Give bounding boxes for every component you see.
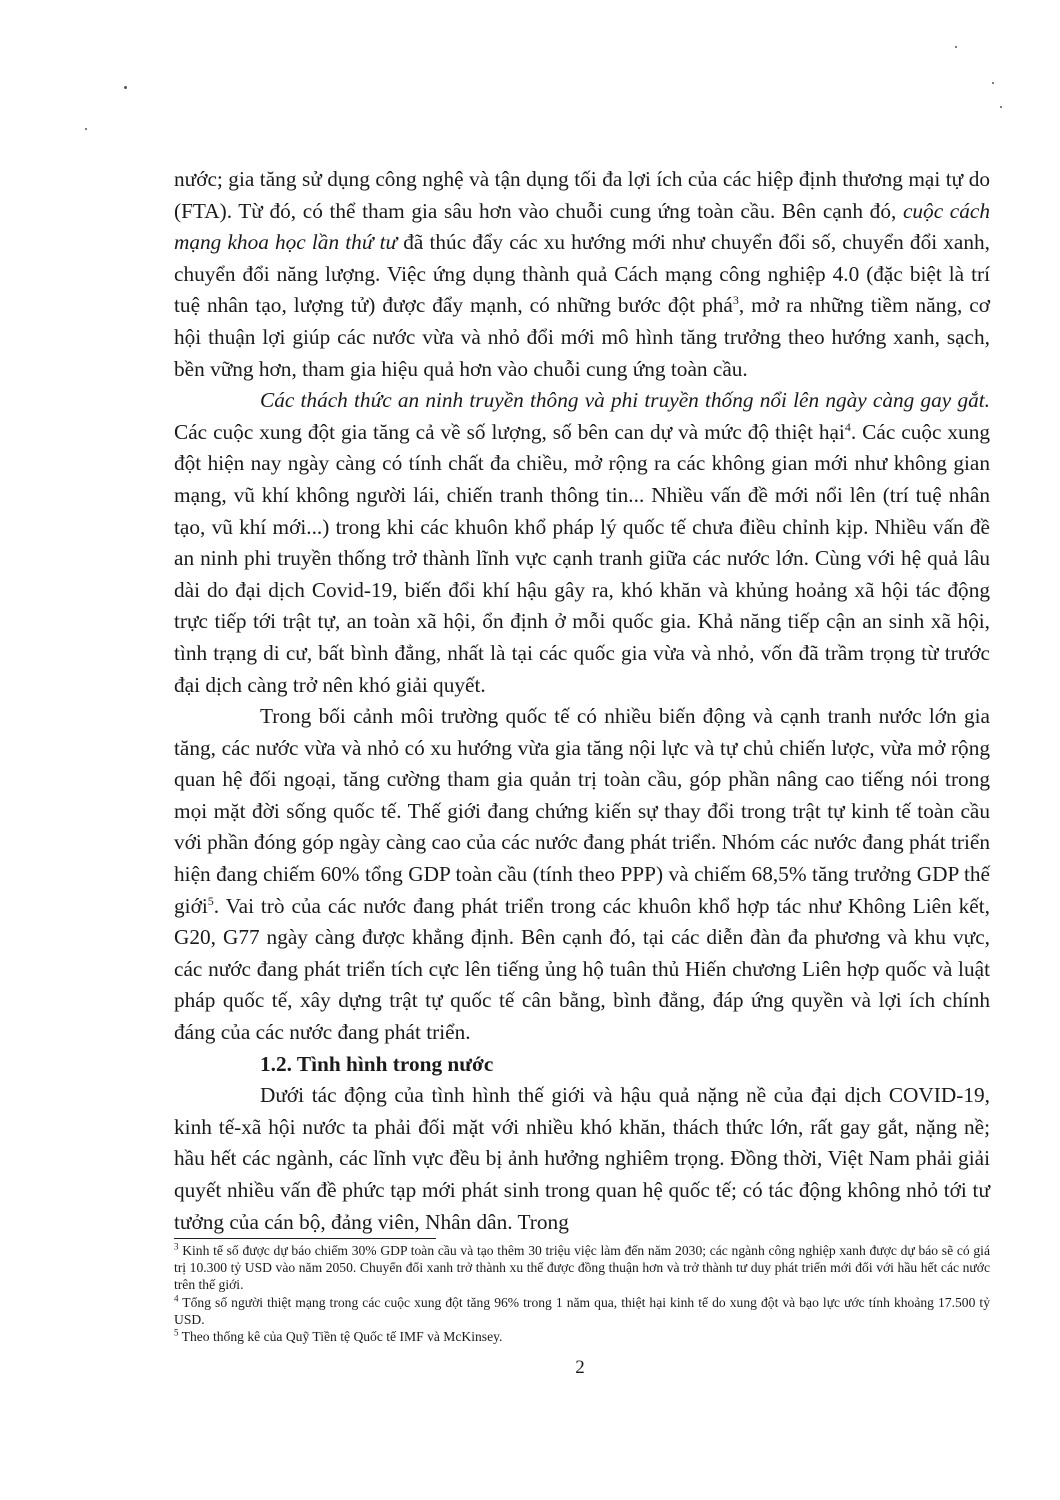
paragraph — [174, 385, 990, 701]
footnote-reference: 4 — [844, 419, 851, 434]
scan-speck — [992, 82, 994, 84]
footnote-divider — [174, 1238, 436, 1239]
footnote-reference: 3 — [732, 293, 739, 308]
paragraph-text: đã thúc đẩy các xu hướng mới như chuyển đổi số, chuyển đổi xanh, chuyển đổi năng lượng. Việc ứng dụng thành quả Cách mạng công nghiệp 4.0 (đặc biệt là trí tuệ nhân tạo, lượng tử) được đẩy mạnh, có những bước đột phá — [174, 230, 990, 318]
footnote-mark: 3 — [174, 1241, 179, 1252]
section-heading: 1.2. Tình hình trong nước — [260, 1051, 494, 1076]
footnotes — [174, 1242, 990, 1345]
body-text — [174, 164, 990, 1238]
paragraph-text: Các cuộc xung đột gia tăng cả về số lượng, số bên can dự và mức độ thiệt hại — [174, 419, 845, 444]
paragraph: Dưới tác động của tình hình thế giới và hậu quả nặng nề của đại dịch COVID-19, kinh tế-xã hội nước ta phải đối mặt với nhiều khó khăn, thách thức lớn, rất gay gắt, nặng nề; hầu hết các ngành, các lĩnh vực đều bị ảnh hưởng nghiêm trọng. Đồng thời, Việt Nam phải giải quyết nhiều vấn đề phức tạp mới phát sinh trong quan hệ quốc tế; có tác động không nhỏ tới tư tưởng của cán bộ, đảng viên, Nhân dân. Trong — [174, 1083, 990, 1234]
italic-phrase: Các thách thức an ninh truyền thông và phi truyền thống nổi lên ngày càng gay gắt. — [260, 388, 990, 413]
footnote-text: Tổng số người thiệt mạng trong các cuộc xung đột tăng 96% trong 1 năm qua, thiệt hại kinh tế do xung đột và bạo lực ước tính khoảng 17.500 tỷ USD. — [174, 1294, 990, 1327]
scan-speck — [124, 86, 127, 89]
paragraph-text: , mở ra những tiềm năng, cơ hội thuận lợi giúp các nước vừa và nhỏ đổi mới mô hình tăng trưởng theo hướng xanh, sạch, bền vững hơn, tham gia hiệu quả hơn vào chuỗi cung ứng toàn cầu. — [174, 293, 990, 381]
footnote-text: Theo thống kê của Quỹ Tiền tệ Quốc tế IMF và McKinsey. — [178, 1329, 503, 1345]
italic-phrase: cuộc cách mạng khoa học lần thứ tư — [174, 198, 990, 255]
footnote-mark: 5 — [174, 1327, 179, 1338]
footnote — [174, 1242, 990, 1294]
footnote-mark: 4 — [174, 1293, 179, 1304]
paragraph-text: Trong bối cảnh môi trường quốc tế có nhiều biến động và cạnh tranh nước lớn gia tăng, các nước vừa và nhỏ có xu hướng vừa gia tăng nội lực và tự chủ chiến lược, vừa mở rộng quan hệ đối ngoại, tăng cường tham gia quản trị toàn cầu, góp phần nâng cao tiếng nói trong mọi mặt đời sống quốc tế. Thế giới đang chứng kiến sự thay đổi trong trật tự kinh tế toàn cầu với phần đóng góp ngày càng cao của các nước đang phát triển. Nhóm các nước đang phát triển hiện đang chiếm 60% tổng GDP toàn cầu (tính theo PPP) và chiếm 68,5% tăng trưởng GDP thế giới — [174, 704, 990, 918]
scan-speck — [85, 128, 87, 130]
footnote — [174, 1294, 990, 1328]
footnote-text: Kinh tế số được dự báo chiếm 30% GDP toàn cầu và tạo thêm 30 triệu việc làm đến năm 2030; các ngành công nghiệp xanh được dự báo sẽ có giá trị 10.300 tỷ USD vào năm 2050. Chuyển đổi xanh trở thành xu thế được đồng thuận hơn và trở thành tư duy phát triển mới đối với hầu hết các nước trên thế giới. — [174, 1243, 990, 1293]
paragraph — [174, 701, 990, 1049]
footnote-reference: 5 — [207, 893, 214, 908]
paragraph — [174, 164, 990, 385]
paragraph-text: . Vai trò của các nước đang phát triển trong các khuôn khổ hợp tác như Không Liên kết, G20, G77 ngày càng được khẳng định. Bên cạnh đó, tại các diễn đàn đa phương và khu vực, các nước đang phát triển tích cực lên tiếng ủng hộ tuân thủ Hiến chương Liên hợp quốc và luật pháp quốc tế, xây dựng trật tự quốc tế cân bằng, bình đẳng, đáp ứng quyền và lợi ích chính đáng của các nước đang phát triển. — [174, 893, 990, 1045]
scan-speck — [955, 46, 957, 48]
paragraph-text: nước; gia tăng sử dụng công nghệ và tận dụng tối đa lợi ích của các hiệp định thương mại tự do (FTA). Từ đó, có thể tham gia sâu hơn vào chuỗi cung ứng toàn cầu. Bên cạnh đó, — [174, 167, 990, 223]
page-number: 2 — [575, 1357, 585, 1378]
paragraph-text: . Các cuộc xung đột hiện nay ngày càng có tính chất đa chiều, mở rộng ra các không gian mới như không gian mạng, vũ khí không người lái, chiến tranh thông tin... Nhiều vấn đề mới nổi lên (trí tuệ nhân tạo, vũ khí mới...) trong khi các khuôn khổ pháp lý quốc tế chưa điều chỉnh kịp. Nhiều vấn đề an ninh phi truyền thống trở thành lĩnh vực cạnh tranh giữa các nước lớn. Cùng với hệ quả lâu dài do đại dịch Covid-19, biến đổi khí hậu gây ra, khó khăn và khủng hoảng xã hội tác động trực tiếp tới trật tự, an toàn xã hội, ổn định ở mỗi quốc gia. Khả năng tiếp cận an sinh xã hội, tình trạng di cư, bất bình đẳng, nhất là tại các quốc gia vừa và nhỏ, vốn đã trầm trọng từ trước đại dịch càng trở nên khó giải quyết. — [174, 419, 991, 697]
scan-speck — [1000, 106, 1002, 108]
footnote — [174, 1328, 990, 1345]
